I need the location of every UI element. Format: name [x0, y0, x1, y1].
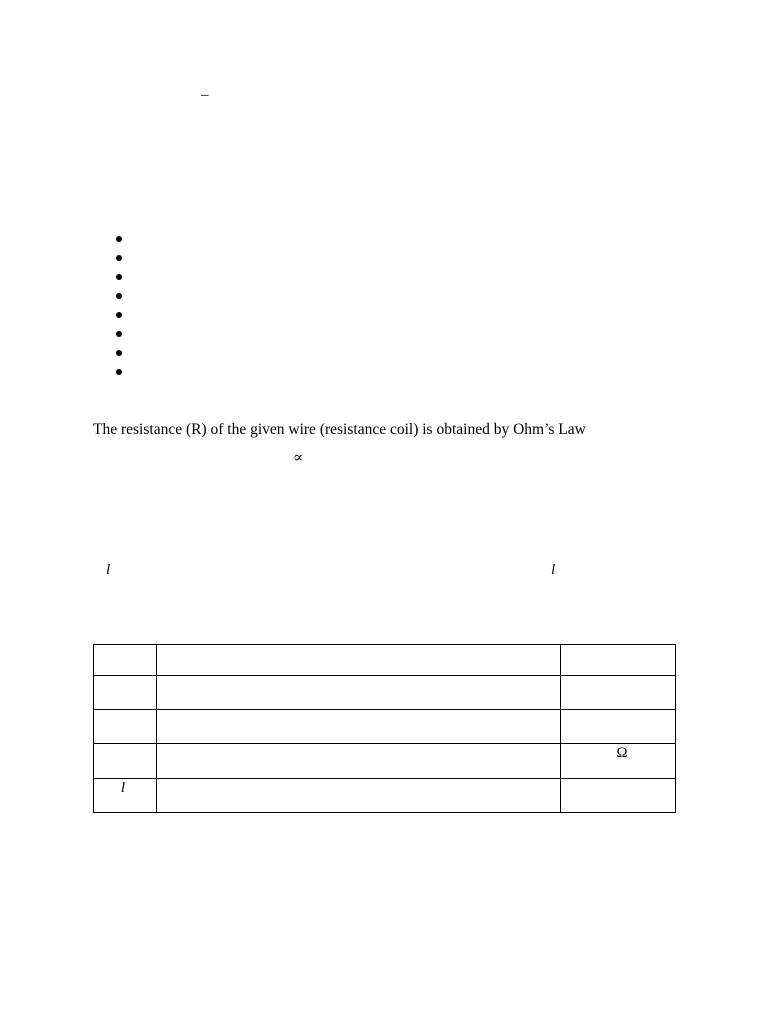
bullet-dot [116, 350, 122, 356]
list-item [113, 306, 125, 325]
table-cell [561, 676, 676, 710]
table-cell [157, 676, 561, 710]
table-cell [157, 645, 561, 676]
table-row [94, 744, 676, 779]
table-cell [157, 710, 561, 744]
bullet-dot [116, 255, 122, 261]
list-item [113, 363, 125, 382]
table-cell [157, 779, 561, 813]
table-cell [94, 676, 157, 710]
table-row [94, 710, 676, 744]
table-cell [94, 779, 157, 813]
length-symbol-right: l [551, 562, 556, 578]
list-item [113, 325, 125, 344]
observation-table [93, 644, 676, 813]
bullet-dot [116, 274, 122, 280]
bullet-dot [116, 369, 122, 375]
length-symbol-left: l [106, 562, 111, 578]
bullet-list [113, 230, 125, 382]
ohms-law-sentence: The resistance (R) of the given wire (resistance coil) is obtained by Ohm’s Law [93, 421, 586, 438]
table-row [94, 779, 676, 813]
table-row [94, 676, 676, 710]
bullet-dot [116, 293, 122, 299]
list-item [113, 268, 125, 287]
table-cell [561, 645, 676, 676]
length-symbol-cell: l [120, 780, 126, 796]
table-cell [561, 779, 676, 813]
proportional-symbol: ∝ [293, 450, 304, 466]
list-item [113, 230, 125, 249]
ohm-symbol: Ω [616, 745, 628, 761]
bullet-dot [116, 236, 122, 242]
table-row [94, 645, 676, 676]
list-item [113, 344, 125, 363]
table-cell [94, 744, 157, 779]
bullet-dot [116, 331, 122, 337]
bullet-dot [116, 312, 122, 318]
table-cell [94, 645, 157, 676]
table-cell [157, 744, 561, 779]
list-item [113, 249, 125, 268]
dash-mark: – [201, 87, 209, 103]
table-cell [94, 710, 157, 744]
table-cell [561, 710, 676, 744]
table-cell [561, 744, 676, 779]
list-item [113, 287, 125, 306]
